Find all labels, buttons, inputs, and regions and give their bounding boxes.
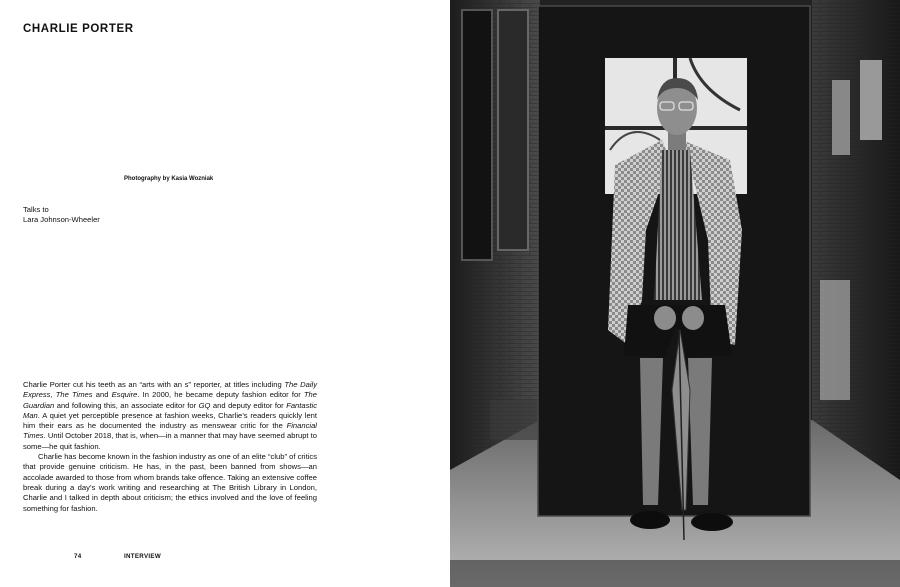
photo-credit: Photography by Kasia Wozniak xyxy=(124,176,214,182)
byline-prefix: Talks to xyxy=(23,205,49,214)
text-run: and deputy editor for xyxy=(210,400,287,410)
publication-title: Esquire xyxy=(111,390,138,400)
section-label: INTERVIEW xyxy=(124,553,161,560)
publication-title: Financial Times xyxy=(23,421,317,441)
text-run: . Until October 2018, that is, when—in a manner that may have seemed abrupt to some—he quit fashion. xyxy=(23,431,317,451)
text-run: . In 2000, he became deputy fashion editor for xyxy=(137,390,304,400)
page-title: CHARLIE PORTER xyxy=(23,23,134,35)
portrait-photo-icon xyxy=(450,0,900,587)
byline xyxy=(23,205,100,224)
intro-text xyxy=(23,380,317,514)
intro-paragraph-2 xyxy=(23,452,317,514)
text-run: and following this, an associate editor for xyxy=(54,400,199,410)
text-run: and xyxy=(92,390,112,400)
text-run: Charlie Porter cut his teeth as an “arts with an s” reporter, at titles including xyxy=(23,380,285,389)
text-run: , xyxy=(50,390,56,400)
publication-title: The Guardian xyxy=(23,390,317,410)
text-run: . A quiet yet perceptible presence at fashion weeks, Charlie’s readers quickly lent him their ears as he documented the industry as menswear critic for the xyxy=(23,410,317,431)
publication-title: GQ xyxy=(198,400,211,410)
publication-title: Fantastic Man xyxy=(23,400,317,420)
publication-title: The Daily Express xyxy=(23,380,317,400)
page-number: 74 xyxy=(74,553,82,560)
portrait-photo xyxy=(450,0,900,587)
intro-paragraph-1 xyxy=(23,380,317,452)
text-run: Charlie has become known in the fashion industry as one of an elite “club” of critics that provide genuine criticism. He has, in the past, been banned from shows—an accolade awarded to those from whom brands take offence. Taking an extensive coffee break during a day’s work writing and researching at The British Library in London, Charlie and I talked in depth about criticism; the ethics involved and the love of feeling something for fashion. xyxy=(23,452,317,513)
publication-title: The Times xyxy=(55,390,93,400)
byline-author: Lara Johnson-Wheeler xyxy=(23,214,100,224)
